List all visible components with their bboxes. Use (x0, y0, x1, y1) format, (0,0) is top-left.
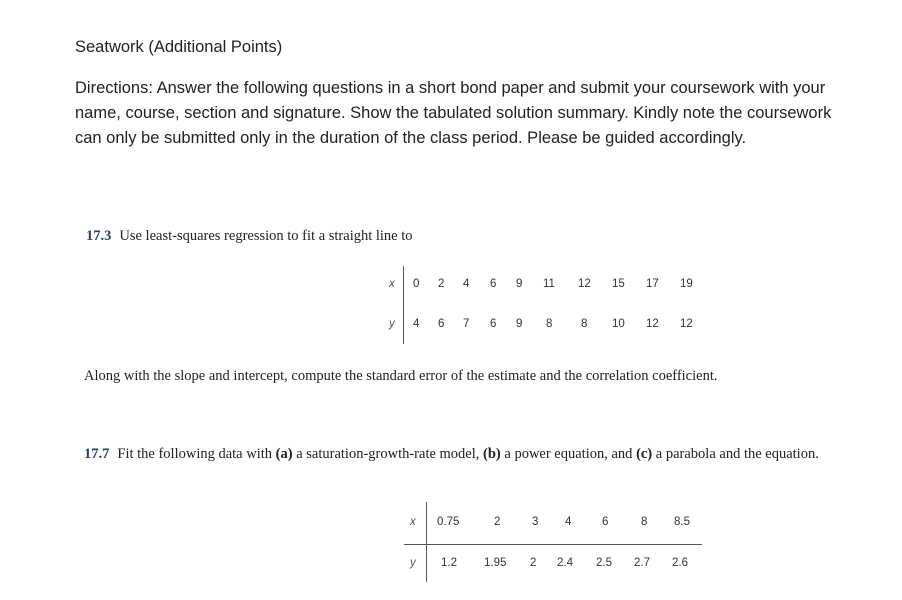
y-cell: 2.6 (672, 557, 688, 569)
problem-17-3 (86, 228, 413, 245)
directions-text: Directions: Answer the following questions in a short bond paper and submit your coursework with your name, course, section and signature. Show the tabulated solution summary. Kindly note the coursework can only be submitted only in the duration of the class period. Please be guided accordingly. (75, 79, 832, 147)
x-cell: 4 (463, 278, 470, 290)
x-cell: 15 (612, 278, 625, 290)
y-cell: 1.95 (484, 557, 507, 569)
y-cell: 2 (530, 557, 537, 569)
y-cell: 7 (463, 318, 470, 330)
y-cell: 12 (646, 318, 659, 330)
x-cell: 6 (602, 516, 609, 528)
y-cell: 2.7 (634, 557, 650, 569)
problem-text: a power equation, and (500, 446, 637, 462)
y-cell: 8 (581, 318, 588, 330)
y-cell: 6 (490, 318, 497, 330)
x-cell: 4 (565, 516, 572, 528)
part-label: (a) (275, 446, 293, 462)
x-cell: 2 (438, 278, 445, 290)
x-cell: 8.5 (674, 516, 690, 528)
x-cell: 0 (413, 278, 420, 290)
page-title: Seatwork (Additional Points) (75, 38, 283, 56)
x-cell: 8 (641, 516, 648, 528)
problem-17-3-note: Along with the slope and intercept, compute the standard error of the estimate and the correlation coefficient. (84, 368, 718, 384)
y-cell: 6 (438, 318, 445, 330)
x-label: x (410, 516, 416, 528)
part-label: (c) (636, 446, 653, 462)
x-cell: 12 (578, 278, 591, 290)
problem-number: 17.3 (86, 228, 112, 244)
y-cell: 2.4 (557, 557, 573, 569)
x-cell: 9 (516, 278, 523, 290)
y-cell: 10 (612, 318, 625, 330)
problem-text: Fit the following data with (117, 446, 276, 462)
x-cell: 19 (680, 278, 693, 290)
table-divider (403, 266, 404, 344)
problem-number: 17.7 (84, 446, 110, 462)
x-cell: 3 (532, 516, 539, 528)
x-cell: 2 (494, 516, 501, 528)
y-cell: 2.5 (596, 557, 612, 569)
part-label: (b) (483, 446, 501, 462)
table-divider (426, 502, 427, 582)
y-label: y (410, 557, 416, 569)
problem-text: a parabola and the equation. (652, 446, 819, 462)
y-cell: 8 (546, 318, 553, 330)
x-cell: 11 (543, 278, 555, 290)
table-divider (404, 544, 702, 545)
y-cell: 9 (516, 318, 523, 330)
x-cell: 17 (646, 278, 659, 290)
problem-text: a saturation-growth-rate model, (292, 446, 484, 462)
x-cell: 6 (490, 278, 497, 290)
y-cell: 1.2 (441, 557, 457, 569)
x-label: x (389, 278, 395, 290)
y-cell: 4 (413, 318, 420, 330)
y-label: y (389, 318, 395, 330)
y-cell: 12 (680, 318, 693, 330)
problem-17-7 (84, 443, 844, 465)
problem-text: Use least-squares regression to fit a straight line to (119, 228, 413, 244)
x-cell: 0.75 (437, 516, 460, 528)
